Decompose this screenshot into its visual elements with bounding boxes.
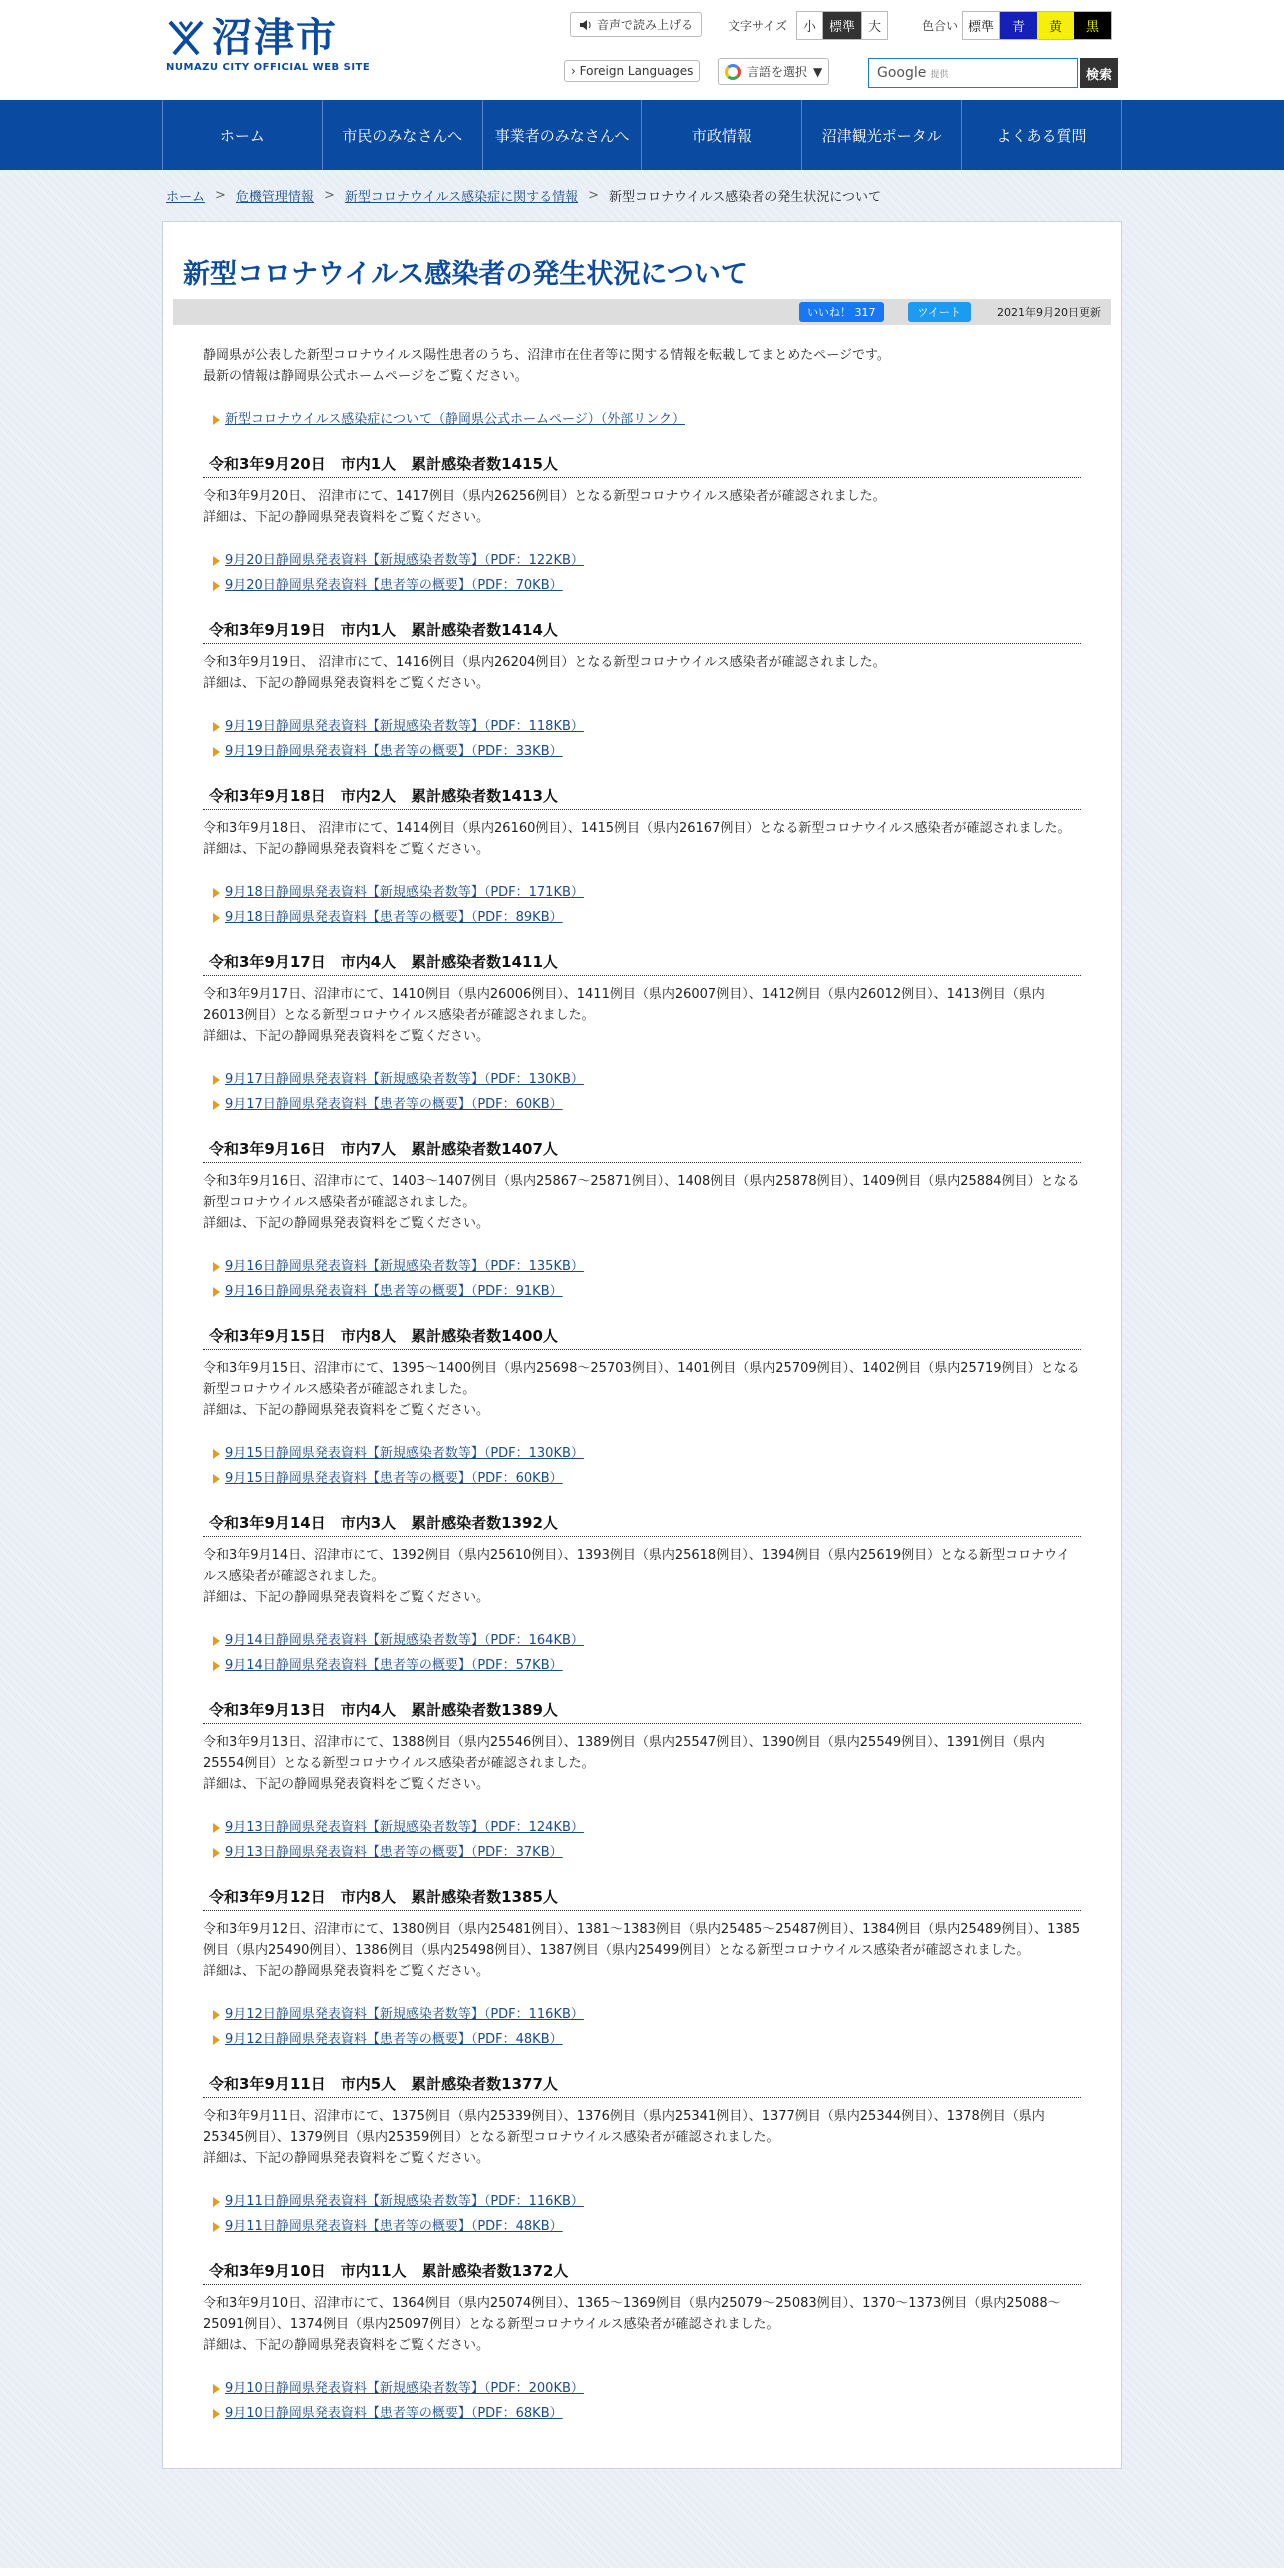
pdf-link-new-cases[interactable]: 9月17日静岡県発表資料【新規感染者数等】（PDF：130KB） [225,1072,584,1087]
intro-text: 静岡県が公表した新型コロナウイルス陽性患者のうち、沼津市在住者等に関する情報を転載してまとめたページです。 [203,348,890,363]
report-section [203,784,1081,928]
report-section [203,1511,1081,1676]
report-section [203,2072,1081,2237]
arrow-bullet-icon [213,1287,220,1297]
section-text: 詳細は、下記の静岡県発表資料をご覧ください。 [203,842,490,857]
pdf-link-patient-overview[interactable]: 9月11日静岡県発表資料【患者等の概要】（PDF：48KB） [225,2219,563,2234]
site-header [0,0,1284,100]
section-text: 詳細は、下記の静岡県発表資料をご覧ください。 [203,1403,490,1418]
pdf-link-patient-overview[interactable]: 9月12日静岡県発表資料【患者等の概要】（PDF：48KB） [225,2032,563,2047]
pdf-link-new-cases[interactable]: 9月19日静岡県発表資料【新規感染者数等】（PDF：118KB） [225,719,584,734]
report-section [203,1137,1081,1302]
section-text: 詳細は、下記の静岡県発表資料をご覧ください。 [203,676,490,691]
foreign-languages-button[interactable] [564,60,700,82]
link-item [213,2403,1081,2424]
arrow-bullet-icon [213,2035,220,2045]
breadcrumb-covid-info[interactable]: 新型コロナウイルス感染症に関する情報 [344,190,579,205]
report-sections [203,452,1081,2424]
section-text: 詳細は、下記の静岡県発表資料をご覧ください。 [203,1029,490,1044]
breadcrumb [162,170,1122,221]
font-size-standard[interactable]: 標準 [823,12,862,39]
section-body [203,818,1081,860]
pdf-links [203,2004,1081,2050]
color-standard[interactable]: 標準 [963,12,1000,39]
pdf-link-new-cases[interactable]: 9月18日静岡県発表資料【新規感染者数等】（PDF：171KB） [225,885,584,900]
section-heading: 令和3年9月11日 市内5人 累計感染者数1377人 [203,2072,1081,2098]
logo-text: 沼津市 [212,14,338,61]
section-text: 令和3年9月20日、 沼津市にて、1417例目（県内26256例目）となる新型コロナウイルス感染者が確認されました。 [203,489,886,504]
arrow-bullet-icon [213,1100,220,1110]
section-body [203,652,1081,694]
pdf-link-patient-overview[interactable]: 9月19日静岡県発表資料【患者等の概要】（PDF：33KB） [225,744,563,759]
pdf-links [203,1443,1081,1489]
pdf-links [203,716,1081,762]
report-section [203,618,1081,762]
section-body [203,1358,1081,1421]
google-icon [725,64,741,80]
section-body [203,2293,1081,2356]
arrow-bullet-icon [213,2010,220,2020]
language-select[interactable] [718,58,829,85]
color-scheme-label: 色合い [922,19,959,33]
section-heading: 令和3年9月19日 市内1人 累計感染者数1414人 [203,618,1081,644]
read-aloud-button[interactable] [570,12,702,37]
link-item [213,2029,1081,2050]
link-item [213,1630,1081,1651]
section-text: 詳細は、下記の静岡県発表資料をご覧ください。 [203,2338,490,2353]
link-item [213,1443,1081,1464]
chevron-right-icon: › [571,64,576,78]
font-size-switcher [796,11,888,40]
section-body [203,1171,1081,1234]
link-item [213,575,1081,596]
section-heading: 令和3年9月17日 市内4人 累計感染者数1411人 [203,950,1081,976]
section-text: 令和3年9月18日、 沼津市にて、1414例目（県内26160例目）、1415例目（県内26167例目）となる新型コロナウイルス感染者が確認されました。 [203,821,1071,836]
section-text: 令和3年9月15日、沼津市にて、1395～1400例目（県内25698～25703例目）、1401例目（県内25709例目）、1402例目（県内25719例目）となる新型コロナウイルス感染者が確認されました。 [203,1361,1080,1397]
nav-item-home[interactable]: ホーム [163,100,323,170]
section-text: 令和3年9月10日、沼津市にて、1364例目（県内25074例目）、1365～1369例目（県内25079～25083例目）、1370～1373例目（県内25088～25091例目）、1374例目（県内25097例目）となる新型コロナウイルス感染者が確認されました。 [203,2296,1061,2332]
section-text: 詳細は、下記の静岡県発表資料をご覧ください。 [203,1964,490,1979]
section-text: 令和3年9月14日、沼津市にて、1392例目（県内25610例目）、1393例目（県内25618例目）、1394例目（県内25619例目）となる新型コロナウイルス感染者が確認されました。 [203,1548,1070,1584]
pdf-link-new-cases[interactable]: 9月16日静岡県発表資料【新規感染者数等】（PDF：135KB） [225,1259,584,1274]
pdf-link-patient-overview[interactable]: 9月18日静岡県発表資料【患者等の概要】（PDF：89KB） [225,910,563,925]
link-item [213,741,1081,762]
pdf-link-patient-overview[interactable]: 9月16日静岡県発表資料【患者等の概要】（PDF：91KB） [225,1284,563,1299]
pdf-links [203,1630,1081,1676]
section-heading: 令和3年9月18日 市内2人 累計感染者数1413人 [203,784,1081,810]
link-item [213,2004,1081,2025]
section-text: 詳細は、下記の静岡県発表資料をご覧ください。 [203,510,490,525]
arrow-bullet-icon [213,1636,220,1646]
report-section [203,452,1081,596]
arrow-bullet-icon [213,722,220,732]
section-text: 令和3年9月11日、沼津市にて、1375例目（県内25339例目）、1376例目（県内25341例目）、1377例目（県内25344例目）、1378例目（県内25345例目）、1379例目（県内25359例目）となる新型コロナウイルス感染者が確認されました。 [203,2109,1045,2145]
breadcrumb-separator-icon: > [323,188,335,203]
section-text: 令和3年9月12日、沼津市にて、1380例目（県内25481例目）、1381～1383例目（県内25485～25487例目）、1384例目（県内25489例目）、1385例目（県内25490例目）、1386例目（県内25498例目）、1387例目（県内25499例目）となる新型コロナウイルス感染者が確認されました。 [203,1922,1081,1958]
link-item [213,716,1081,737]
arrow-bullet-icon [213,1075,220,1085]
link-item [213,1468,1081,1489]
arrow-bullet-icon [213,581,220,591]
section-text: 令和3年9月16日、沼津市にて、1403～1407例目（県内25867～25871例目）、1408例目（県内25878例目）、1409例目（県内25884例目）となる新型コロナウイルス感染者が確認されました。 [203,1174,1080,1210]
nav-item-business[interactable]: 事業者のみなさんへ [483,100,643,170]
color-black[interactable]: 黒 [1074,12,1111,39]
font-size-large[interactable]: 大 [868,20,882,35]
pdf-links [203,2191,1081,2237]
link-item [213,1655,1081,1676]
pdf-link-new-cases[interactable]: 9月11日静岡県発表資料【新規感染者数等】（PDF：116KB） [225,2194,584,2209]
font-size-small[interactable]: 小 [797,12,823,39]
section-heading: 令和3年9月15日 市内8人 累計感染者数1400人 [203,1324,1081,1350]
section-body [203,1545,1081,1608]
arrow-bullet-icon [213,1848,220,1858]
read-aloud-label: 音声で読み上げる [597,18,694,32]
breadcrumb-current: 新型コロナウイルス感染者の発生状況について [608,190,881,205]
pdf-link-patient-overview[interactable]: 9月13日静岡県発表資料【患者等の概要】（PDF：37KB） [225,1845,563,1860]
search-input[interactable] [868,58,1078,88]
color-scheme-switcher [962,11,1112,40]
arrow-bullet-icon [213,747,220,757]
section-heading: 令和3年9月20日 市内1人 累計感染者数1415人 [203,452,1081,478]
site-search [868,58,1118,88]
section-heading: 令和3年9月14日 市内3人 累計感染者数1392人 [203,1511,1081,1537]
section-text: 詳細は、下記の静岡県発表資料をご覧ください。 [203,2151,490,2166]
intro-text: 最新の情報は静岡県公式ホームページをご覧ください。 [203,369,528,384]
arrow-bullet-icon [213,2197,220,2207]
section-body [203,486,1081,528]
city-emblem-icon [166,18,206,58]
dropdown-arrow-icon: ▼ [813,64,823,79]
section-heading: 令和3年9月10日 市内11人 累計感染者数1372人 [203,2259,1081,2285]
pdf-link-patient-overview[interactable]: 9月14日静岡県発表資料【患者等の概要】（PDF：57KB） [225,1658,563,1673]
breadcrumb-separator-icon: > [215,188,226,203]
breadcrumb-separator-icon: > [588,188,599,203]
pdf-links [203,1069,1081,1115]
arrow-bullet-icon [213,1449,220,1459]
link-item [213,2216,1081,2237]
link-item [213,1817,1081,1838]
pdf-links [203,2378,1081,2424]
search-placeholder: Google 提供 [877,65,949,81]
section-text: 令和3年9月13日、沼津市にて、1388例目（県内25546例目）、1389例目（県内25547例目）、1390例目（県内25549例目）、1391例目（県内25554例目）となる新型コロナウイルス感染者が確認されました。 [203,1735,1045,1771]
arrow-bullet-icon [213,2222,220,2232]
site-logo[interactable] [166,16,370,73]
pdf-link-new-cases[interactable]: 9月20日静岡県発表資料【新規感染者数等】（PDF：122KB） [225,553,584,568]
section-body [203,1732,1081,1795]
pdf-links [203,550,1081,596]
report-section [203,1698,1081,1863]
main-content [162,221,1122,2469]
tweet-button[interactable]: ツイート [908,302,971,322]
section-text: 詳細は、下記の静岡県発表資料をご覧ください。 [203,1216,490,1231]
global-nav [0,100,1284,170]
nav-item-citizens[interactable]: 市民のみなさんへ [323,100,483,170]
report-section [203,1885,1081,2050]
pdf-link-new-cases[interactable]: 9月13日静岡県発表資料【新規感染者数等】（PDF：124KB） [225,1820,584,1835]
pdf-link-new-cases[interactable]: 9月14日静岡県発表資料【新規感染者数等】（PDF：164KB） [225,1633,584,1648]
arrow-bullet-icon [213,1262,220,1272]
section-text: 詳細は、下記の静岡県発表資料をご覧ください。 [203,1777,490,1792]
link-item [213,409,1081,430]
updated-date: 2021年9月20日更新 [997,306,1101,319]
link-item [213,1256,1081,1277]
link-item [213,550,1081,571]
arrow-bullet-icon [213,415,220,425]
link-item [213,907,1081,928]
link-item [213,1094,1081,1115]
arrow-bullet-icon [213,2409,220,2419]
pdf-links [203,882,1081,928]
color-blue[interactable]: 青 [1000,12,1037,39]
pdf-links [203,1817,1081,1863]
arrow-bullet-icon [213,1661,220,1671]
report-section [203,950,1081,1115]
link-item [213,2191,1081,2212]
external-link[interactable]: 新型コロナウイルス感染症について（静岡県公式ホームページ）（外部リンク） [225,412,685,427]
font-size-label: 文字サイズ [728,19,788,33]
logo-subtitle: NUMAZU CITY OFFICIAL WEB SITE [166,62,371,73]
facebook-like-button[interactable]: いいね！ 317 [799,302,884,322]
link-item [213,1069,1081,1090]
report-section [203,2259,1081,2424]
section-heading: 令和3年9月12日 市内8人 累計感染者数1385人 [203,1885,1081,1911]
report-section [203,1324,1081,1489]
color-yellow[interactable]: 黄 [1037,12,1074,39]
nav-item-city-info[interactable]: 市政情報 [642,100,802,170]
page-title: 新型コロナウイルス感染者の発生状況について [183,259,748,290]
arrow-bullet-icon [213,556,220,566]
meta-bar [173,299,1111,325]
foreign-languages-label: Foreign Languages [579,64,694,78]
section-body [203,1919,1081,1982]
breadcrumb-crisis[interactable]: 危機管理情報 [235,190,314,205]
arrow-bullet-icon [213,1823,220,1833]
intro [203,345,1081,387]
arrow-bullet-icon [213,888,220,898]
section-text: 令和3年9月17日、沼津市にて、1410例目（県内26006例目）、1411例目（県内26007例目）、1412例目（県内26012例目）、1413例目（県内26013例目）となる新型コロナウイルス感染者が確認されました。 [203,987,1045,1023]
section-body [203,984,1081,1047]
link-item [213,2378,1081,2399]
arrow-bullet-icon [213,1474,220,1484]
pdf-link-new-cases[interactable]: 9月10日静岡県発表資料【新規感染者数等】（PDF：200KB） [225,2381,584,2396]
link-item [213,1281,1081,1302]
section-text: 詳細は、下記の静岡県発表資料をご覧ください。 [203,1590,490,1605]
language-select-label: 言語を選択 [747,65,808,79]
nav-item-tourism[interactable]: 沼津観光ポータル [802,100,962,170]
pdf-link-patient-overview[interactable]: 9月15日静岡県発表資料【患者等の概要】（PDF：60KB） [225,1471,563,1486]
section-heading: 令和3年9月16日 市内7人 累計感染者数1407人 [203,1137,1081,1163]
section-body [203,2106,1081,2169]
nav-item-faq[interactable]: よくある質問 [962,100,1122,170]
speaker-icon [579,19,593,31]
breadcrumb-home[interactable]: ホーム [166,190,206,205]
search-button[interactable]: 検索 [1080,58,1118,88]
pdf-link-patient-overview[interactable]: 9月17日静岡県発表資料【患者等の概要】（PDF：60KB） [225,1097,563,1112]
link-item [213,1842,1081,1863]
pdf-link-new-cases[interactable]: 9月12日静岡県発表資料【新規感染者数等】（PDF：116KB） [225,2007,584,2022]
arrow-bullet-icon [213,913,220,923]
section-heading: 令和3年9月13日 市内4人 累計感染者数1389人 [203,1698,1081,1724]
link-item [213,882,1081,903]
section-text: 令和3年9月19日、 沼津市にて、1416例目（県内26204例目）となる新型コロナウイルス感染者が確認されました。 [203,655,886,670]
arrow-bullet-icon [213,2384,220,2394]
pdf-link-patient-overview[interactable]: 9月10日静岡県発表資料【患者等の概要】（PDF：68KB） [225,2406,563,2421]
pdf-link-patient-overview[interactable]: 9月20日静岡県発表資料【患者等の概要】（PDF：70KB） [225,578,563,593]
pdf-links [203,1256,1081,1302]
pdf-link-new-cases[interactable]: 9月15日静岡県発表資料【新規感染者数等】（PDF：130KB） [225,1446,584,1461]
